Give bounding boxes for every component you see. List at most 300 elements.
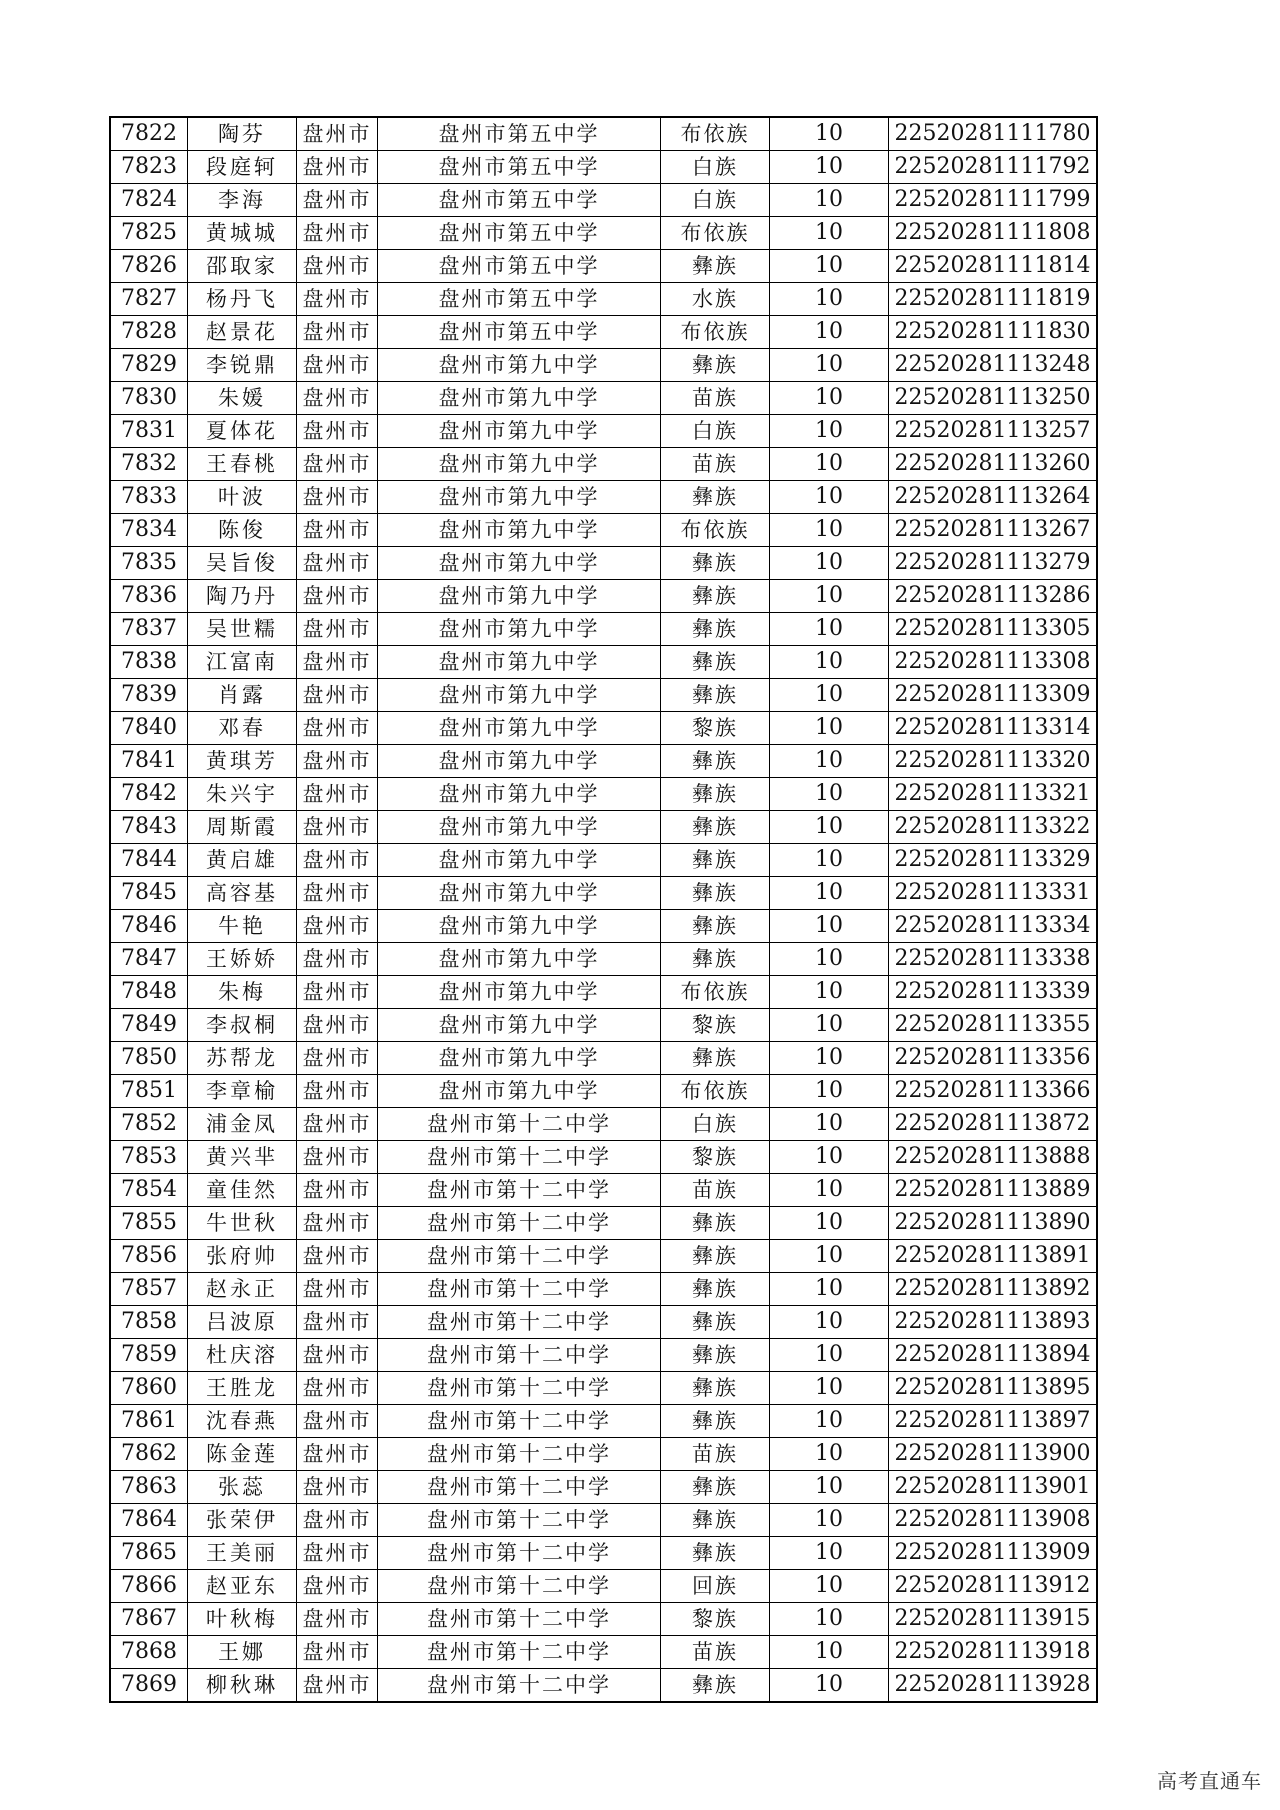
row-number-cell: 7843: [110, 811, 188, 844]
city-cell: 盘州市: [297, 1306, 378, 1339]
table-row: [110, 217, 1097, 250]
student-name-cell: 张府帅: [188, 1240, 297, 1273]
city-cell: 盘州市: [297, 1537, 378, 1570]
row-number-cell: 7827: [110, 283, 188, 316]
exam-id-cell: 22520281113309: [889, 679, 1098, 712]
bonus-score-cell: 10: [770, 580, 889, 613]
ethnicity-cell: 苗族: [661, 448, 770, 481]
exam-id-cell: 22520281113909: [889, 1537, 1098, 1570]
exam-id-cell: 22520281113893: [889, 1306, 1098, 1339]
exam-id-cell: 22520281113305: [889, 613, 1098, 646]
school-name-cell: 盘州市第九中学: [378, 382, 661, 415]
bonus-score-cell: 10: [770, 117, 889, 151]
student-name-cell: 王胜龙: [188, 1372, 297, 1405]
student-name-cell: 李锐鼎: [188, 349, 297, 382]
city-cell: 盘州市: [297, 481, 378, 514]
row-number-cell: 7822: [110, 117, 188, 151]
ethnicity-cell: 彝族: [661, 844, 770, 877]
exam-id-cell: 22520281113888: [889, 1141, 1098, 1174]
student-name-cell: 童佳然: [188, 1174, 297, 1207]
ethnicity-cell: 彝族: [661, 349, 770, 382]
ethnicity-cell: 彝族: [661, 1306, 770, 1339]
bonus-score-cell: 10: [770, 316, 889, 349]
row-number-cell: 7864: [110, 1504, 188, 1537]
student-name-cell: 杜庆溶: [188, 1339, 297, 1372]
row-number-cell: 7826: [110, 250, 188, 283]
table-row: [110, 712, 1097, 745]
ethnicity-cell: 彝族: [661, 778, 770, 811]
city-cell: 盘州市: [297, 1504, 378, 1537]
school-name-cell: 盘州市第十二中学: [378, 1207, 661, 1240]
row-number-cell: 7858: [110, 1306, 188, 1339]
row-number-cell: 7838: [110, 646, 188, 679]
student-name-cell: 夏体花: [188, 415, 297, 448]
student-name-cell: 李海: [188, 184, 297, 217]
city-cell: 盘州市: [297, 1405, 378, 1438]
school-name-cell: 盘州市第十二中学: [378, 1174, 661, 1207]
exam-id-cell: 22520281113339: [889, 976, 1098, 1009]
bonus-score-cell: 10: [770, 1405, 889, 1438]
table-row: [110, 1570, 1097, 1603]
row-number-cell: 7840: [110, 712, 188, 745]
table-row: [110, 250, 1097, 283]
table-row: [110, 316, 1097, 349]
exam-id-cell: 22520281113321: [889, 778, 1098, 811]
exam-id-cell: 22520281111799: [889, 184, 1098, 217]
bonus-score-cell: 10: [770, 184, 889, 217]
student-name-cell: 杨丹飞: [188, 283, 297, 316]
school-name-cell: 盘州市第十二中学: [378, 1372, 661, 1405]
bonus-score-cell: 10: [770, 1306, 889, 1339]
student-name-cell: 张荣伊: [188, 1504, 297, 1537]
bonus-score-cell: 10: [770, 1669, 889, 1703]
exam-id-cell: 22520281113918: [889, 1636, 1098, 1669]
exam-id-cell: 22520281113286: [889, 580, 1098, 613]
table-row: [110, 745, 1097, 778]
bonus-score-cell: 10: [770, 778, 889, 811]
school-name-cell: 盘州市第九中学: [378, 943, 661, 976]
city-cell: 盘州市: [297, 1603, 378, 1636]
school-name-cell: 盘州市第五中学: [378, 250, 661, 283]
student-name-cell: 陈金莲: [188, 1438, 297, 1471]
table-row: [110, 1372, 1097, 1405]
city-cell: 盘州市: [297, 712, 378, 745]
city-cell: 盘州市: [297, 778, 378, 811]
bonus-score-cell: 10: [770, 1075, 889, 1108]
table-row: [110, 1207, 1097, 1240]
student-name-cell: 苏帮龙: [188, 1042, 297, 1075]
student-name-cell: 柳秋琳: [188, 1669, 297, 1703]
bonus-score-cell: 10: [770, 1108, 889, 1141]
exam-id-cell: 22520281113308: [889, 646, 1098, 679]
city-cell: 盘州市: [297, 283, 378, 316]
table-row: [110, 547, 1097, 580]
table-row: [110, 283, 1097, 316]
watermark-text: 高考直通车: [1157, 1769, 1262, 1793]
student-name-cell: 吴旨俊: [188, 547, 297, 580]
student-name-cell: 王春桃: [188, 448, 297, 481]
exam-id-cell: 22520281113912: [889, 1570, 1098, 1603]
school-name-cell: 盘州市第十二中学: [378, 1471, 661, 1504]
city-cell: 盘州市: [297, 1273, 378, 1306]
student-name-cell: 沈春燕: [188, 1405, 297, 1438]
school-name-cell: 盘州市第五中学: [378, 117, 661, 151]
table-row: [110, 1042, 1097, 1075]
row-number-cell: 7856: [110, 1240, 188, 1273]
exam-id-cell: 22520281113915: [889, 1603, 1098, 1636]
ethnicity-cell: 白族: [661, 151, 770, 184]
ethnicity-cell: 彝族: [661, 1372, 770, 1405]
city-cell: 盘州市: [297, 514, 378, 547]
school-name-cell: 盘州市第十二中学: [378, 1438, 661, 1471]
ethnicity-cell: 苗族: [661, 1636, 770, 1669]
ethnicity-cell: 黎族: [661, 1603, 770, 1636]
row-number-cell: 7830: [110, 382, 188, 415]
table-row: [110, 910, 1097, 943]
ethnicity-cell: 苗族: [661, 382, 770, 415]
table-row: [110, 844, 1097, 877]
student-name-cell: 王娇娇: [188, 943, 297, 976]
school-name-cell: 盘州市第十二中学: [378, 1306, 661, 1339]
bonus-score-cell: 10: [770, 1339, 889, 1372]
table-row: [110, 481, 1097, 514]
ethnicity-cell: 布依族: [661, 976, 770, 1009]
school-name-cell: 盘州市第五中学: [378, 316, 661, 349]
bonus-score-cell: 10: [770, 1570, 889, 1603]
student-name-cell: 段庭轲: [188, 151, 297, 184]
table-row: [110, 1504, 1097, 1537]
school-name-cell: 盘州市第五中学: [378, 151, 661, 184]
school-name-cell: 盘州市第九中学: [378, 514, 661, 547]
ethnicity-cell: 彝族: [661, 1042, 770, 1075]
table-row: [110, 877, 1097, 910]
school-name-cell: 盘州市第九中学: [378, 976, 661, 1009]
table-row: [110, 976, 1097, 1009]
bonus-score-cell: 10: [770, 448, 889, 481]
city-cell: 盘州市: [297, 613, 378, 646]
student-name-cell: 叶秋梅: [188, 1603, 297, 1636]
ethnicity-cell: 彝族: [661, 1273, 770, 1306]
student-name-cell: 朱媛: [188, 382, 297, 415]
school-name-cell: 盘州市第十二中学: [378, 1603, 661, 1636]
school-name-cell: 盘州市第九中学: [378, 415, 661, 448]
city-cell: 盘州市: [297, 844, 378, 877]
ethnicity-cell: 彝族: [661, 613, 770, 646]
ethnicity-cell: 彝族: [661, 547, 770, 580]
school-name-cell: 盘州市第十二中学: [378, 1240, 661, 1273]
row-number-cell: 7823: [110, 151, 188, 184]
bonus-score-cell: 10: [770, 646, 889, 679]
ethnicity-cell: 白族: [661, 1108, 770, 1141]
table-row: [110, 184, 1097, 217]
city-cell: 盘州市: [297, 745, 378, 778]
exam-id-cell: 22520281111819: [889, 283, 1098, 316]
bonus-score-cell: 10: [770, 1273, 889, 1306]
school-name-cell: 盘州市第九中学: [378, 646, 661, 679]
school-name-cell: 盘州市第五中学: [378, 184, 661, 217]
exam-id-cell: 22520281111830: [889, 316, 1098, 349]
school-name-cell: 盘州市第九中学: [378, 778, 661, 811]
row-number-cell: 7866: [110, 1570, 188, 1603]
school-name-cell: 盘州市第十二中学: [378, 1141, 661, 1174]
school-name-cell: 盘州市第十二中学: [378, 1669, 661, 1703]
student-name-cell: 高容基: [188, 877, 297, 910]
table-row: [110, 1240, 1097, 1273]
table-row: [110, 1339, 1097, 1372]
row-number-cell: 7854: [110, 1174, 188, 1207]
student-name-cell: 黄启雄: [188, 844, 297, 877]
ethnicity-cell: 彝族: [661, 679, 770, 712]
student-name-cell: 朱梅: [188, 976, 297, 1009]
school-name-cell: 盘州市第九中学: [378, 1075, 661, 1108]
student-name-cell: 邓春: [188, 712, 297, 745]
student-name-cell: 陶芬: [188, 117, 297, 151]
ethnicity-cell: 水族: [661, 283, 770, 316]
row-number-cell: 7839: [110, 679, 188, 712]
exam-id-cell: 22520281113334: [889, 910, 1098, 943]
row-number-cell: 7836: [110, 580, 188, 613]
row-number-cell: 7835: [110, 547, 188, 580]
exam-id-cell: 22520281113356: [889, 1042, 1098, 1075]
school-name-cell: 盘州市第十二中学: [378, 1405, 661, 1438]
bonus-score-cell: 10: [770, 283, 889, 316]
exam-id-cell: 22520281113895: [889, 1372, 1098, 1405]
bonus-score-cell: 10: [770, 679, 889, 712]
exam-id-cell: 22520281113338: [889, 943, 1098, 976]
table-row: [110, 1075, 1097, 1108]
row-number-cell: 7869: [110, 1669, 188, 1703]
row-number-cell: 7846: [110, 910, 188, 943]
row-number-cell: 7852: [110, 1108, 188, 1141]
table-row: [110, 1438, 1097, 1471]
exam-id-cell: 22520281111808: [889, 217, 1098, 250]
bonus-score-cell: 10: [770, 514, 889, 547]
row-number-cell: 7848: [110, 976, 188, 1009]
school-name-cell: 盘州市第九中学: [378, 679, 661, 712]
city-cell: 盘州市: [297, 382, 378, 415]
bonus-score-cell: 10: [770, 1636, 889, 1669]
bonus-score-cell: 10: [770, 910, 889, 943]
student-name-cell: 牛艳: [188, 910, 297, 943]
ethnicity-cell: 彝族: [661, 1405, 770, 1438]
exam-id-cell: 22520281113355: [889, 1009, 1098, 1042]
school-name-cell: 盘州市第五中学: [378, 217, 661, 250]
student-name-cell: 黄兴芈: [188, 1141, 297, 1174]
ethnicity-cell: 布依族: [661, 1075, 770, 1108]
table-row: [110, 117, 1097, 151]
row-number-cell: 7855: [110, 1207, 188, 1240]
student-name-cell: 李叔桐: [188, 1009, 297, 1042]
row-number-cell: 7861: [110, 1405, 188, 1438]
ethnicity-cell: 白族: [661, 184, 770, 217]
row-number-cell: 7850: [110, 1042, 188, 1075]
bonus-score-cell: 10: [770, 151, 889, 184]
bonus-score-cell: 10: [770, 1240, 889, 1273]
school-name-cell: 盘州市第十二中学: [378, 1339, 661, 1372]
ethnicity-cell: 苗族: [661, 1438, 770, 1471]
city-cell: 盘州市: [297, 1075, 378, 1108]
student-name-cell: 张蕊: [188, 1471, 297, 1504]
ethnicity-cell: 彝族: [661, 250, 770, 283]
row-number-cell: 7829: [110, 349, 188, 382]
ethnicity-cell: 彝族: [661, 1207, 770, 1240]
bonus-score-cell: 10: [770, 712, 889, 745]
bonus-score-cell: 10: [770, 1603, 889, 1636]
city-cell: 盘州市: [297, 811, 378, 844]
table-row: [110, 1537, 1097, 1570]
student-name-cell: 李章榆: [188, 1075, 297, 1108]
city-cell: 盘州市: [297, 1471, 378, 1504]
city-cell: 盘州市: [297, 1339, 378, 1372]
city-cell: 盘州市: [297, 877, 378, 910]
ethnicity-cell: 彝族: [661, 1240, 770, 1273]
city-cell: 盘州市: [297, 547, 378, 580]
ethnicity-cell: 黎族: [661, 1009, 770, 1042]
exam-id-cell: 22520281113901: [889, 1471, 1098, 1504]
exam-id-cell: 22520281113314: [889, 712, 1098, 745]
row-number-cell: 7833: [110, 481, 188, 514]
ethnicity-cell: 布依族: [661, 117, 770, 151]
school-name-cell: 盘州市第九中学: [378, 613, 661, 646]
school-name-cell: 盘州市第十二中学: [378, 1570, 661, 1603]
city-cell: 盘州市: [297, 1108, 378, 1141]
row-number-cell: 7862: [110, 1438, 188, 1471]
student-name-cell: 陶乃丹: [188, 580, 297, 613]
table-row: [110, 679, 1097, 712]
bonus-score-cell: 10: [770, 1207, 889, 1240]
school-name-cell: 盘州市第九中学: [378, 1042, 661, 1075]
school-name-cell: 盘州市第九中学: [378, 877, 661, 910]
exam-id-cell: 22520281113329: [889, 844, 1098, 877]
ethnicity-cell: 黎族: [661, 1141, 770, 1174]
bonus-score-cell: 10: [770, 1537, 889, 1570]
exam-id-cell: 22520281113889: [889, 1174, 1098, 1207]
city-cell: 盘州市: [297, 943, 378, 976]
student-name-cell: 肖露: [188, 679, 297, 712]
student-name-cell: 赵永正: [188, 1273, 297, 1306]
bonus-score-cell: 10: [770, 1372, 889, 1405]
row-number-cell: 7859: [110, 1339, 188, 1372]
exam-id-cell: 22520281113366: [889, 1075, 1098, 1108]
ethnicity-cell: 彝族: [661, 943, 770, 976]
exam-id-cell: 22520281111780: [889, 117, 1098, 151]
bonus-score-cell: 10: [770, 481, 889, 514]
bonus-score-cell: 10: [770, 1471, 889, 1504]
ethnicity-cell: 彝族: [661, 1504, 770, 1537]
city-cell: 盘州市: [297, 1141, 378, 1174]
exam-id-cell: 22520281113891: [889, 1240, 1098, 1273]
student-name-cell: 黄城城: [188, 217, 297, 250]
bonus-score-cell: 10: [770, 976, 889, 1009]
bonus-score-cell: 10: [770, 613, 889, 646]
exam-id-cell: 22520281113890: [889, 1207, 1098, 1240]
ethnicity-cell: 彝族: [661, 1669, 770, 1703]
table-row: [110, 1669, 1097, 1703]
school-name-cell: 盘州市第九中学: [378, 580, 661, 613]
student-name-cell: 王娜: [188, 1636, 297, 1669]
bonus-score-cell: 10: [770, 1174, 889, 1207]
bonus-score-cell: 10: [770, 250, 889, 283]
school-name-cell: 盘州市第九中学: [378, 745, 661, 778]
ethnicity-cell: 布依族: [661, 217, 770, 250]
exam-id-cell: 22520281113908: [889, 1504, 1098, 1537]
ethnicity-cell: 苗族: [661, 1174, 770, 1207]
school-name-cell: 盘州市第九中学: [378, 811, 661, 844]
row-number-cell: 7825: [110, 217, 188, 250]
row-number-cell: 7841: [110, 745, 188, 778]
bonus-score-cell: 10: [770, 217, 889, 250]
table-row: [110, 151, 1097, 184]
city-cell: 盘州市: [297, 1207, 378, 1240]
exam-id-cell: 22520281113892: [889, 1273, 1098, 1306]
city-cell: 盘州市: [297, 580, 378, 613]
table-row: [110, 1141, 1097, 1174]
city-cell: 盘州市: [297, 316, 378, 349]
exam-id-cell: 22520281113872: [889, 1108, 1098, 1141]
exam-id-cell: 22520281113248: [889, 349, 1098, 382]
school-name-cell: 盘州市第五中学: [378, 283, 661, 316]
row-number-cell: 7863: [110, 1471, 188, 1504]
school-name-cell: 盘州市第十二中学: [378, 1537, 661, 1570]
exam-id-cell: 22520281113260: [889, 448, 1098, 481]
table-row: [110, 349, 1097, 382]
city-cell: 盘州市: [297, 1240, 378, 1273]
ethnicity-cell: 布依族: [661, 514, 770, 547]
bonus-score-cell: 10: [770, 349, 889, 382]
ethnicity-cell: 彝族: [661, 910, 770, 943]
ethnicity-cell: 白族: [661, 415, 770, 448]
school-name-cell: 盘州市第九中学: [378, 712, 661, 745]
city-cell: 盘州市: [297, 217, 378, 250]
row-number-cell: 7847: [110, 943, 188, 976]
city-cell: 盘州市: [297, 1438, 378, 1471]
student-name-cell: 邵取家: [188, 250, 297, 283]
bonus-score-cell: 10: [770, 415, 889, 448]
student-name-cell: 吴世糯: [188, 613, 297, 646]
row-number-cell: 7868: [110, 1636, 188, 1669]
student-name-cell: 陈俊: [188, 514, 297, 547]
exam-id-cell: 22520281113320: [889, 745, 1098, 778]
exam-id-cell: 22520281113322: [889, 811, 1098, 844]
table-row: [110, 1603, 1097, 1636]
exam-id-cell: 22520281113279: [889, 547, 1098, 580]
row-number-cell: 7837: [110, 613, 188, 646]
ethnicity-cell: 彝族: [661, 580, 770, 613]
ethnicity-cell: 彝族: [661, 811, 770, 844]
bonus-score-cell: 10: [770, 1042, 889, 1075]
exam-id-cell: 22520281113267: [889, 514, 1098, 547]
city-cell: 盘州市: [297, 1669, 378, 1703]
row-number-cell: 7842: [110, 778, 188, 811]
school-name-cell: 盘州市第十二中学: [378, 1636, 661, 1669]
bonus-score-cell: 10: [770, 811, 889, 844]
row-number-cell: 7832: [110, 448, 188, 481]
bonus-score-cell: 10: [770, 1009, 889, 1042]
table-row: [110, 580, 1097, 613]
city-cell: 盘州市: [297, 679, 378, 712]
city-cell: 盘州市: [297, 1636, 378, 1669]
school-name-cell: 盘州市第十二中学: [378, 1108, 661, 1141]
table-row: [110, 778, 1097, 811]
city-cell: 盘州市: [297, 448, 378, 481]
table-row: [110, 1273, 1097, 1306]
row-number-cell: 7857: [110, 1273, 188, 1306]
table-row: [110, 415, 1097, 448]
student-name-cell: 江富南: [188, 646, 297, 679]
exam-id-cell: 22520281113331: [889, 877, 1098, 910]
roster-table: [109, 116, 1098, 1703]
table-row: [110, 448, 1097, 481]
